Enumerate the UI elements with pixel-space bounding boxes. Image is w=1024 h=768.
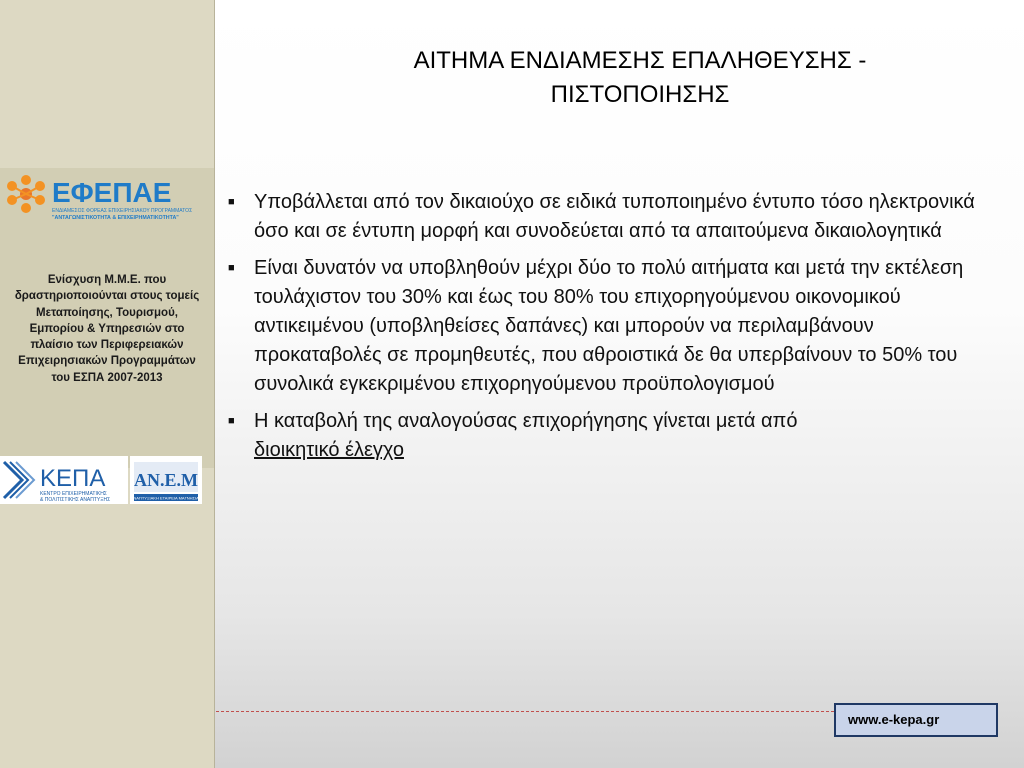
- efepae-logo: [4, 170, 208, 226]
- kepa-name: ΚΕΠΑ: [40, 465, 106, 492]
- square-bullet-icon: ■: [228, 196, 235, 208]
- bullet-text: Είναι δυνατόν να υποβληθούν μέχρι δύο το πολύ αιτήματα και μετά την εκτέλεση τουλάχιστον του 30% και έως του 80% του επιχορηγούμενου οικονομικού αντικειμένου (υποβληθείσες δαπάνες) και μπορούν να περιλαμβάνουν προκαταβολές σε προμηθευτές, που αθροιστικά δε θα υπερβαίνουν το 50% του συνολικά εγκεκριμένου επιχορηγούμενου προϋπολογισμού: [254, 257, 964, 395]
- kepa-logo: [0, 456, 128, 504]
- bullet-item: [228, 188, 998, 246]
- page-title-line-1: ΑΙΤΗΜΑ ΕΝΔΙΑΜΕΣΗΣ ΕΠΑΛΗΘΕΥΣΗΣ -: [413, 47, 867, 74]
- bullet-item: [228, 254, 998, 399]
- sidebar: [0, 0, 215, 768]
- square-bullet-icon: ■: [228, 262, 235, 274]
- anem-logo: [130, 456, 202, 504]
- efepae-caption-1: ΕΝΔΙΑΜΕΣΟΣ ΦΟΡΕΑΣ ΕΠΙΧΕΙΡΗΣΙΑΚΟΥ ΠΡΟΓΡΑΜΜΑΤΟΣ: [52, 208, 193, 214]
- administrative-check-link[interactable]: διοικητικό έλεγχο: [254, 439, 404, 461]
- efepae-caption-2: "ΑΝΤΑΓΩΝΙΣΤΙΚΟΤΗΤΑ & ΕΠΙΧΕΙΡΗΜΑΤΙΚΟΤΗΤΑ": [52, 215, 179, 221]
- page-title: [290, 44, 990, 112]
- square-bullet-icon: ■: [228, 415, 235, 427]
- page-title-line-2: ΠΙΣΤΟΠΟΙΗΣΗΣ: [550, 81, 730, 108]
- efepae-name: ΕΦΕΠΑΕ: [52, 177, 172, 208]
- kepa-stripes-icon: [4, 462, 34, 498]
- efepae-molecule-icon: [7, 175, 45, 213]
- kepa-caption-2: & ΠΟΛΙΤΙΣΤΙΚΗΣ ΑΝΑΠΤΥΞΗΣ: [40, 497, 111, 503]
- anem-caption: ΑΝΑΠΤΥΞΙΑΚΗ ΕΤΑΙΡΕΙΑ ΜΑΓΝΗΣΙΑΣ: [130, 495, 202, 501]
- kepa-caption-1: ΚΕΝΤΡΟ ΕΠΙΧΕΙΡΗΜΑΤΙΚΗΣ: [40, 491, 107, 497]
- anem-name: ΑΝ.Ε.Μ: [134, 470, 198, 490]
- footer-url[interactable]: www.e-kepa.gr: [834, 703, 998, 737]
- bullet-text: Υποβάλλεται από τον δικαιούχο σε ειδικά τυποποιημένο έντυπο τόσο ηλεκτρονικά όσο και σε έντυπη μορφή και συνοδεύεται από τα απαιτούμενα δικαιολογητικά: [254, 191, 975, 242]
- footer-divider: [216, 711, 834, 712]
- bullet-list: [228, 188, 998, 473]
- bullet-text: Η καταβολή της αναλογούσας επιχορήγησης γίνεται μετά από: [254, 410, 798, 432]
- programme-description: Ενίσχυση Μ.Μ.Ε. που δραστηριοποιούνται στους τομείς Μεταποίησης, Τουρισμού, Εμπορίου & Υπηρεσιών στο πλαίσιο των Περιφερειακών Επιχειρησιακών Προγραμμάτων του ΕΣΠΑ 2007-2013: [14, 274, 200, 384]
- bullet-item: [228, 407, 998, 465]
